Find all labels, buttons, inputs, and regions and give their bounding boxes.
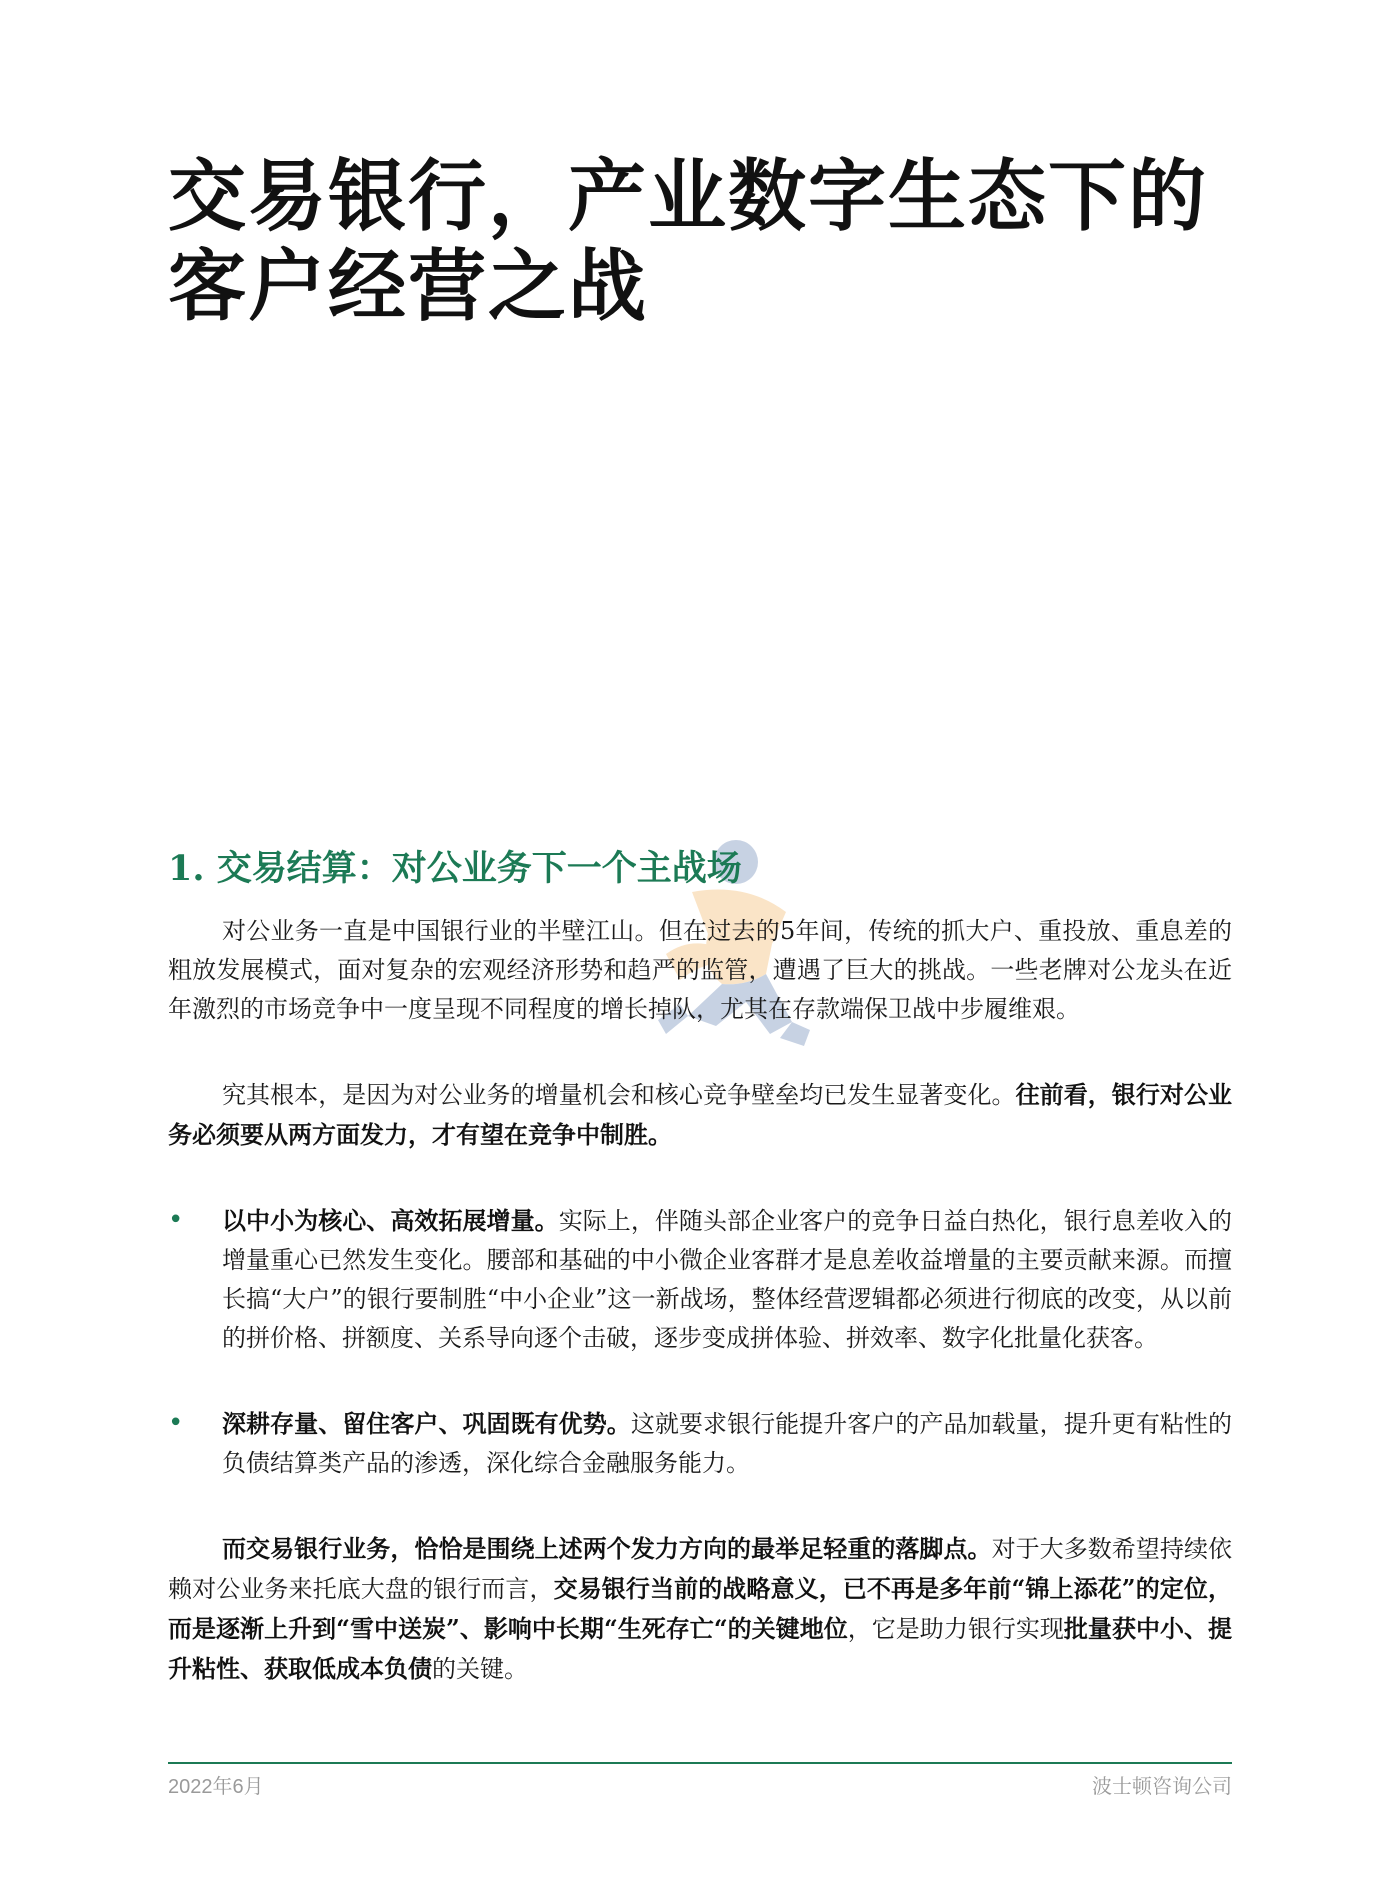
bullet-item-1 [168,1201,1232,1358]
title-line-1: 交易银行，产业数字生态下的 [168,151,1209,242]
paragraph-3-text-1: 对于大多数希望持续依赖对公业务来托底大盘的银行而言， [168,1535,1233,1603]
paragraph-3-emphasis-3: 批量获中小、提升粘性、获取低成本负债 [168,1614,1233,1683]
paragraph-1: 对公业务一直是中国银行业的半壁江山。但在过去的5年间，传统的抓大户、重投放、重息差的粗放发展模式，面对复杂的宏观经济形势和趋严的监管，遭遇了巨大的挑战。一些老牌对公龙头在近年激烈的市场竞争中一度呈现不同程度的增长掉队，尤其在存款端保卫战中步履维艰。 [168,917,1232,1023]
paragraph-3-text-2: ，它是助力银行实现 [847,1615,1064,1643]
bullet-2-body: 这就要求银行能提升客户的产品加载量，提升更有粘性的负债结算类产品的渗透，深化综合金融服务能力。 [222,1410,1232,1477]
document-title [168,152,1288,332]
bullet-2-text [222,1410,1232,1477]
title-line-2: 客户经营之战 [168,241,649,332]
bullet-1-text [222,1207,1232,1352]
bullet-2-emphasis: 深耕存量、留住客户、巩固既有优势。 [222,1409,631,1438]
bullet-1-body: 实际上，伴随头部企业客户的竞争日益白热化，银行息差收入的增量重心已然发生变化。腰部和基础的中小微企业客群才是息差收益增量的主要贡献来源。而擅长搞“大户”的银行要制胜“中小企业”这一新战场，整体经营逻辑都必须进行彻底的改变，从以前的拼价格、拼额度、关系导向逐个击破，逐步变成拼体验、拼效率、数字化批量化获客。 [222,1207,1233,1352]
paragraph-3-text-3: 的关键。 [432,1655,528,1683]
bullet-1-emphasis: 以中小为核心、高效拓展增量。 [222,1206,559,1235]
bullet-item-2 [168,1404,1232,1483]
paragraph-3 [168,1529,1232,1689]
bullet-dot: • [168,1408,184,1438]
bullet-dot: • [168,1205,184,1235]
paragraph-2-emphasis: 往前看，银行对公业务必须要从两方面发力，才有望在竞争中制胜。 [168,1080,1232,1149]
paragraph-3-emphasis-2: 交易银行当前的战略意义，已不再是多年前“锦上添花”的定位，而是逐渐上升到“雪中送炭”、影响中长期“生死存亡“的关键地位 [168,1574,1233,1643]
footer-date: 2022年6月 [168,1776,264,1798]
paragraph-2 [168,1075,1232,1155]
paragraph-2-text: 究其根本，是因为对公业务的增量机会和核心竞争壁垒均已发生显著变化。 [222,1081,1016,1109]
footer-divider [168,1762,1232,1764]
paragraph-3-emphasis-1: 而交易银行业务，恰恰是围绕上述两个发力方向的最举足轻重的落脚点。 [222,1534,992,1563]
section-heading: 1. 交易结算：对公业务下一个主战场 [168,848,742,889]
body-text [168,912,1232,1735]
footer-company: 波士顿咨询公司 [1092,1776,1232,1798]
